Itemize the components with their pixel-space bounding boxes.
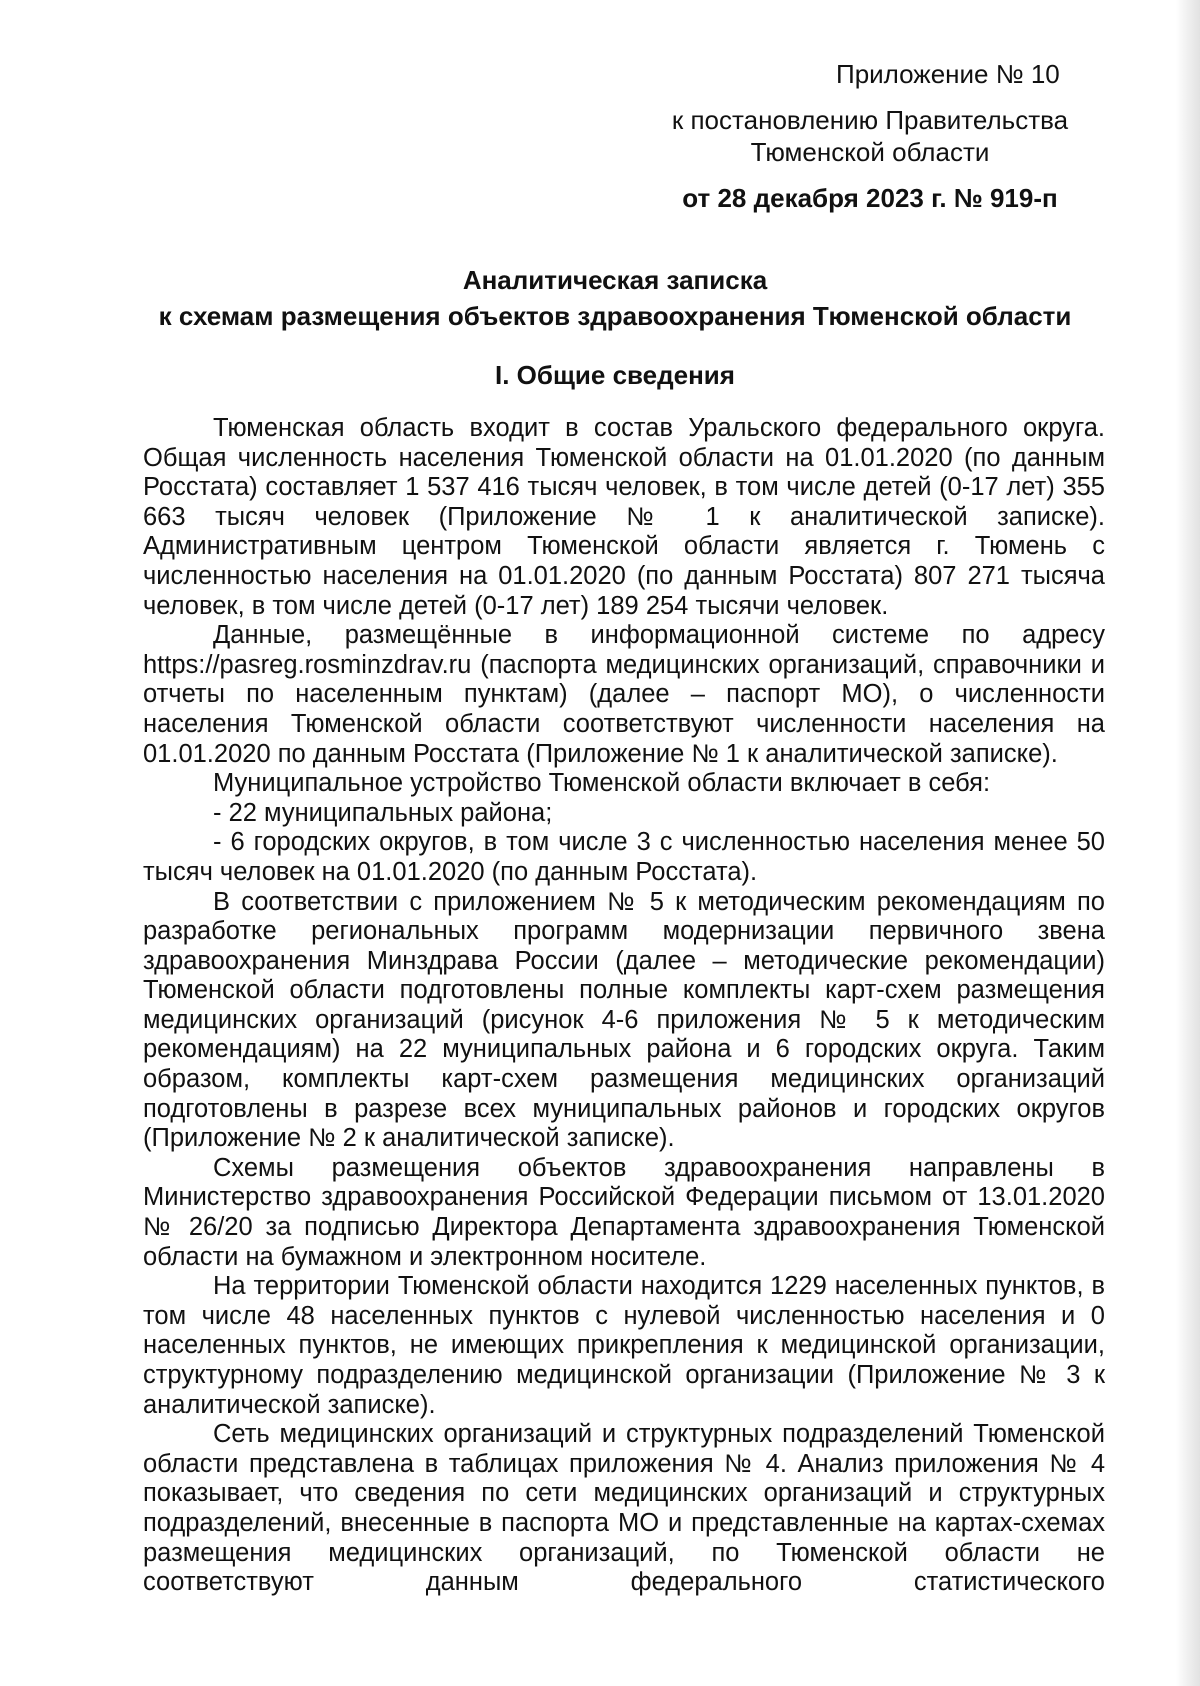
paragraph: Муниципальное устройство Тюменской области включает в себя: xyxy=(213,769,991,798)
region-name: Тюменской области xyxy=(750,137,990,167)
document-body xyxy=(143,414,1105,1598)
paragraph: В соответствии с приложением № 5 к методическим рекомендациям по разработке региональных программ модернизации первичного звена здравоохранения Минздрава России (далее – методические рекомендации) Тюменской области подготовлены полные комплекты карт-схем размещения медицинских организаций (рисунок 4-6 приложения № 5 к методическим рекомендациям) на 22 муниципальных района и 6 городских округа. Таким образом, комплекты карт-схем размещения медицинских организаций подготовлены в разрезе всех муниципальных районов и городских округов (Приложение № 2 к аналитической записке). xyxy=(143,887,1105,1153)
scan-edge-shadow xyxy=(1176,0,1200,1686)
paragraph: Тюменская область входит в состав Уральского федерального округа. Общая численность населения Тюменской области на 01.01.2020 (по данным Росстата) составляет 1 537 416 тысяч человек, в том числе детей (0-17 лет) 355 663 тысяч человек (Приложение № 1 к аналитической записке). Административным центром Тюменской области является г. Тюмень с численностью населения на 01.01.2020 (по данным Росстата) 807 271 тысяча человек, в том числе детей (0-17 лет) 189 254 тысячи человек. xyxy=(143,414,1105,620)
list-item: - 6 городских округов, в том числе 3 с численностью населения менее 50 тысяч человек на 01.01.2020 (по данным Росстата). xyxy=(143,828,1105,886)
document-title xyxy=(120,262,1110,334)
appendix-number: Приложение № 10 xyxy=(836,59,1060,89)
paragraph: Данные, размещённые в информационной системе по адресу https://pasreg.rosminzdrav.ru (паспорта медицинских организаций, справочники и отчеты по населенным пунктам) (далее – паспорт МО), о численности населения Тюменской области соответствуют численности населения на 01.01.2020 по данным Росстата (Приложение № 1 к аналитической записке). xyxy=(143,621,1105,768)
resolution-date-number: от 28 декабря 2023 г. № 919-п xyxy=(682,183,1058,213)
list-item: - 22 муниципальных района; xyxy=(213,798,553,827)
title-line-1: Аналитическая записка xyxy=(462,265,768,295)
section-heading: I. Общие сведения xyxy=(495,360,735,390)
resolution-reference: к постановлению Правительства xyxy=(671,105,1069,135)
paragraph: На территории Тюменской области находится 1229 населенных пунктов, в том числе 48 населенных пунктов с нулевой численностью населения и 0 населенных пунктов, не имеющих прикрепления к медицинской организации, структурному подразделению медицинской организации (Приложение № 3 к аналитической записке). xyxy=(143,1272,1105,1419)
title-line-2: к схемам размещения объектов здравоохранения Тюменской области xyxy=(158,301,1072,331)
paragraph: Схемы размещения объектов здравоохранения направлены в Министерство здравоохранения Российской Федерации письмом от 13.01.2020 № 26/20 за подписью Директора Департамента здравоохранения Тюменской области на бумажном и электронном носителе. xyxy=(143,1153,1105,1271)
paragraph: Сеть медицинских организаций и структурных подразделений Тюменской области представлена в таблицах приложения № 4. Анализ приложения № 4 показывает, что сведения по сети медицинских организаций и структурных подразделений, внесенные в паспорта МО и представленные на картах-схемах размещения медицинских организаций, по Тюменской области не соответствуют данным федерального статистического xyxy=(143,1420,1105,1597)
appendix-header xyxy=(640,58,1100,214)
